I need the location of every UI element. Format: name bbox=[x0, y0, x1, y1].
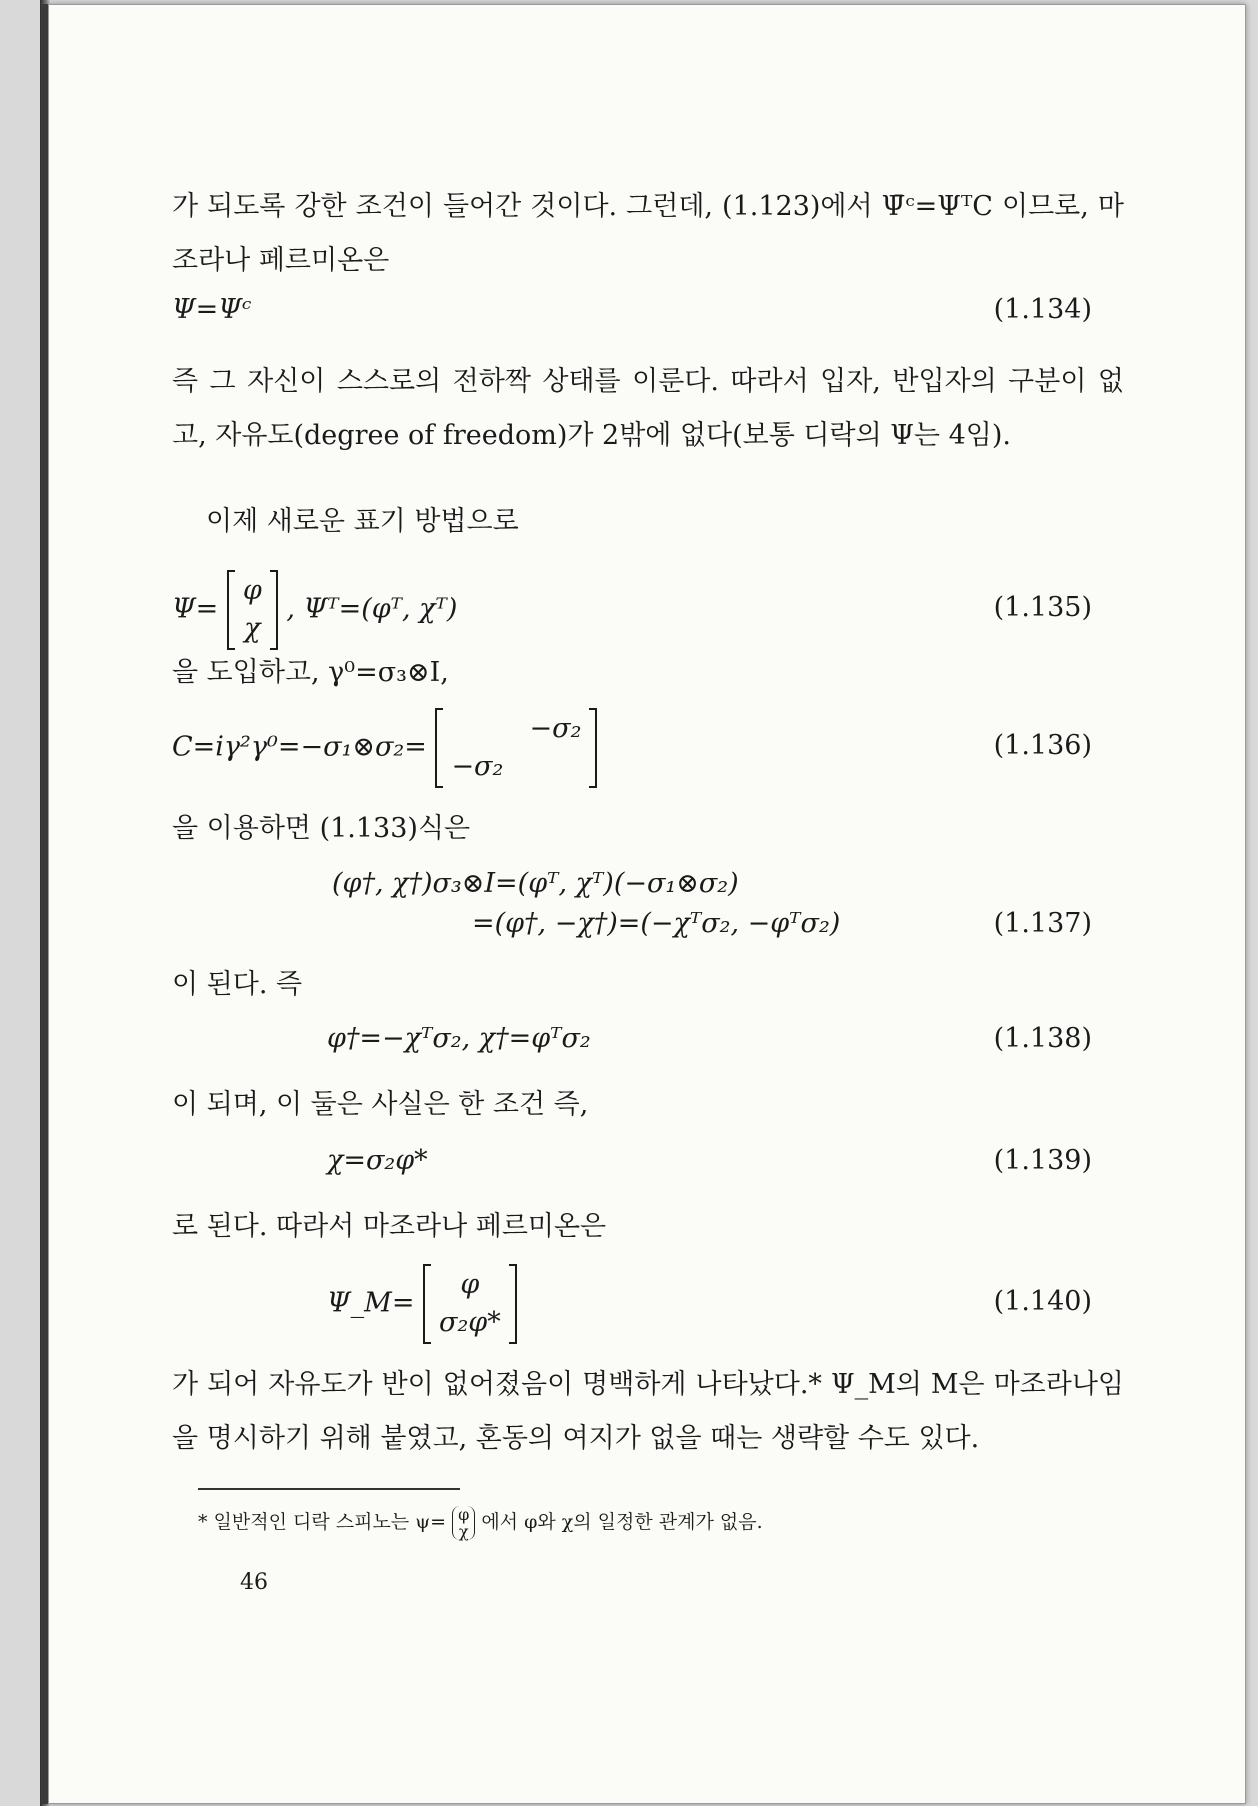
vector-entry: σ₂φ* bbox=[439, 1307, 501, 1338]
equation-number: (1.137) bbox=[993, 908, 1092, 939]
equation-lhs: C=iγ²γ⁰=−σ₁⊗σ₂= bbox=[172, 731, 427, 763]
vector-entry: φ bbox=[458, 1505, 470, 1524]
paragraph-4: 을 도입하고, γ⁰=σ₃⊗I, bbox=[172, 657, 449, 688]
vector-entry: φ bbox=[242, 575, 262, 606]
equation-body: χ=σ₂φ* bbox=[327, 1145, 428, 1176]
equation-1-134 bbox=[172, 294, 1092, 354]
equation-number: (1.139) bbox=[993, 1145, 1092, 1176]
footnote-divider bbox=[198, 1488, 460, 1490]
column-vector bbox=[423, 1264, 517, 1344]
equation-lhs: Ψ_M= bbox=[327, 1287, 415, 1319]
paragraph-9: 가 되어 자유도가 반이 없어졌음이 명백하게 나타났다.* Ψ_M의 M은 마조라나임을 명시하기 위해 붙였고, 혼동의 여지가 없을 때는 생략할 수도 있다. bbox=[172, 1369, 1124, 1454]
vector-entry: φ bbox=[460, 1269, 480, 1300]
matrix-entry: −σ₂ bbox=[451, 751, 504, 782]
equation-1-135 bbox=[172, 570, 1092, 654]
paragraph-3: 이제 새로운 표기 방법으로 bbox=[206, 506, 519, 537]
equation-body: (φ†, χ†)σ₃⊗I=(φᵀ, χᵀ)(−σ₁⊗σ₂) bbox=[332, 868, 739, 899]
matrix-entry: −σ₂ bbox=[529, 713, 582, 744]
footnote-text: 에서 φ와 χ의 일정한 관계가 없음. bbox=[481, 1511, 763, 1533]
footnote-vector bbox=[452, 1506, 475, 1540]
paragraph-8: 로 된다. 따라서 마조라나 페르미온은 bbox=[172, 1211, 607, 1242]
equation-rhs: , Ψᵀ=(φᵀ, χᵀ) bbox=[286, 593, 458, 625]
paragraph-1: 가 되도록 강한 조건이 들어간 것이다. 그런데, (1.123)에서 Ψ̄ᶜ=ΨᵀC 이므로, 마조라나 페르미온은 bbox=[172, 191, 1124, 276]
vector-entry: χ bbox=[244, 613, 261, 644]
equation-number: (1.135) bbox=[993, 592, 1092, 623]
equation-1-139 bbox=[172, 1145, 1092, 1205]
equation-number: (1.138) bbox=[993, 1023, 1092, 1054]
equation-number: (1.140) bbox=[993, 1286, 1092, 1317]
vector-entry: χ bbox=[458, 1522, 469, 1541]
equation-body: Ψ=Ψᶜ bbox=[172, 294, 252, 325]
footnote-text: * 일반적인 디락 스피노는 ψ= bbox=[198, 1511, 447, 1533]
page-number: 46 bbox=[240, 1570, 268, 1595]
matrix bbox=[435, 708, 597, 788]
equation-number: (1.136) bbox=[993, 730, 1092, 761]
equation-1-138 bbox=[172, 1023, 1092, 1083]
paragraph-2: 즉 그 자신이 스스로의 전하짝 상태를 이룬다. 따라서 입자, 반입자의 구분이 없고, 자유도(degree of freedom)가 2밖에 없다(보통 디락의 Ψ는 4임). bbox=[172, 366, 1124, 451]
footnote bbox=[198, 1505, 1098, 1540]
equation-lhs: Ψ= bbox=[172, 593, 219, 625]
equation-body: =(φ†, −χ†)=(−χᵀσ₂, −φᵀσ₂) bbox=[472, 908, 841, 939]
equation-1-136 bbox=[172, 708, 1092, 792]
equation-1-140 bbox=[172, 1264, 1092, 1348]
paragraph-5: 을 이용하면 (1.133)식은 bbox=[172, 813, 471, 844]
column-vector bbox=[227, 570, 278, 650]
equation-body: φ†=−χᵀσ₂, χ†=φᵀσ₂ bbox=[327, 1023, 591, 1054]
equation-number: (1.134) bbox=[993, 294, 1092, 325]
paragraph-6: 이 된다. 즉 bbox=[172, 969, 303, 1000]
paragraph-7: 이 되며, 이 둘은 사실은 한 조건 즉, bbox=[172, 1089, 589, 1120]
